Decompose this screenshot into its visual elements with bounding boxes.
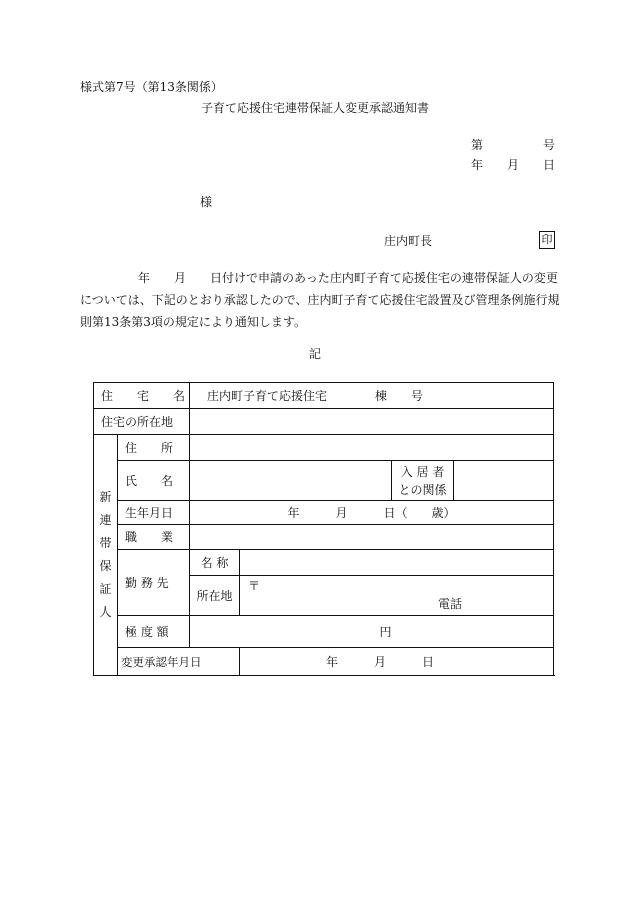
table-row bbox=[94, 501, 554, 525]
phone-label: 電話 bbox=[438, 597, 463, 611]
building-number-label: 棟 号 bbox=[374, 388, 423, 403]
table-row bbox=[94, 409, 554, 435]
table-row bbox=[94, 461, 554, 501]
body-text-line-2: については、下記のとおり承認したので、庄内町子育て応援住宅設置及び管理条例施行規 bbox=[80, 293, 560, 307]
date-month-label: 月 bbox=[507, 158, 520, 172]
body-text-line-1: 年 月 日付けで申請のあった庄内町子育て応援住宅の連帯保証人の変更 bbox=[138, 271, 558, 285]
addressee-suffix: 様 bbox=[200, 195, 213, 209]
number-label: 第 bbox=[471, 138, 484, 152]
workplace-label: 勤 務 先 bbox=[118, 550, 190, 616]
housing-name-label: 住 宅 名 bbox=[94, 383, 190, 409]
change-date-label: 変更承認年月日 bbox=[118, 648, 240, 676]
seal-mark: 印 bbox=[539, 231, 555, 249]
workplace-address-cell bbox=[240, 576, 554, 616]
body-text-line-3: 則第13条第3項の規定により通知します。 bbox=[80, 315, 306, 329]
address-value bbox=[190, 435, 554, 461]
relation-label: 入 居 者 との関係 bbox=[392, 461, 454, 501]
housing-address-label: 住宅の所在地 bbox=[94, 409, 190, 435]
table-row bbox=[94, 383, 554, 409]
form-number: 様式第7号（第13条関係） bbox=[80, 80, 223, 94]
housing-name-value: 庄内町子育て応援住宅 bbox=[207, 388, 328, 403]
name-value bbox=[190, 461, 392, 501]
issuer-name: 庄内町長 bbox=[384, 234, 433, 248]
name-label: 氏 名 bbox=[118, 461, 190, 501]
address-label: 住 所 bbox=[118, 435, 190, 461]
table-row bbox=[94, 525, 554, 550]
workplace-name-value bbox=[240, 550, 554, 576]
workplace-address-label: 所在地 bbox=[190, 576, 240, 616]
limit-unit: 円 bbox=[190, 616, 554, 648]
postal-mark: 〒 bbox=[248, 579, 261, 593]
number-suffix: 号 bbox=[543, 138, 556, 152]
date-day-label: 日 bbox=[543, 158, 556, 172]
relation-value bbox=[454, 461, 554, 501]
housing-name-cell bbox=[190, 383, 554, 409]
document-title: 子育て応援住宅連帯保証人変更承認通知書 bbox=[200, 101, 429, 115]
occupation-value bbox=[190, 525, 554, 550]
change-date-text: 年 月 日 bbox=[326, 654, 435, 669]
detail-table bbox=[93, 382, 554, 676]
birthdate-value: 年 月 日（ 歳） bbox=[190, 501, 554, 525]
table-row bbox=[94, 550, 554, 576]
date-year-label: 年 bbox=[471, 158, 484, 172]
birthdate-label: 生年月日 bbox=[118, 501, 190, 525]
ki-heading: 記 bbox=[308, 347, 321, 361]
occupation-label: 職 業 bbox=[118, 525, 190, 550]
table-row bbox=[94, 648, 554, 676]
change-date-value bbox=[240, 648, 554, 676]
limit-label: 極 度 額 bbox=[118, 616, 190, 648]
table-row bbox=[94, 435, 554, 461]
table-row bbox=[94, 616, 554, 648]
housing-address-value bbox=[190, 409, 554, 435]
workplace-name-label: 名 称 bbox=[190, 550, 240, 576]
new-guarantor-label: 新 連 帯 保 証 人 bbox=[94, 435, 118, 676]
